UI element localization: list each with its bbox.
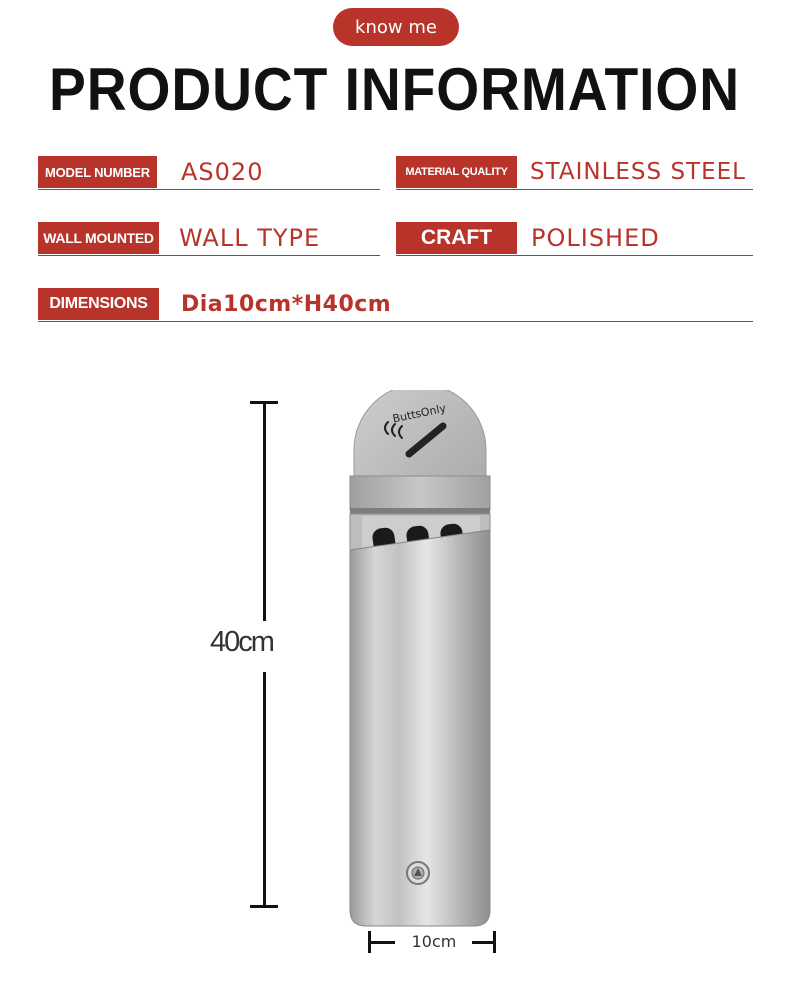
spec-label-dimensions: DIMENSIONS <box>38 288 159 320</box>
spec-row-wall-mounted <box>38 222 380 256</box>
spec-row-model <box>38 156 380 190</box>
hood <box>350 476 490 510</box>
spec-label-material: MATERIAL QUALITY <box>396 156 517 188</box>
spec-value-craft: POLISHED <box>531 224 660 252</box>
spec-value-dimensions: Dia10cm*H40cm <box>181 291 392 317</box>
ashtray-product-image <box>340 390 500 935</box>
height-dimension-bottom-cap <box>250 905 278 908</box>
height-dimension-line-upper <box>263 401 266 621</box>
spec-value-model: AS020 <box>181 158 264 186</box>
spec-label-craft: CRAFT <box>396 222 517 254</box>
width-dimension-line-left <box>368 941 395 944</box>
page-title: PRODUCT INFORMATION <box>48 56 741 123</box>
spec-label-model: MODEL NUMBER <box>38 156 157 188</box>
spec-row-craft <box>396 222 753 256</box>
height-dimension-line-lower <box>263 672 266 908</box>
know-me-badge: know me <box>333 8 459 46</box>
lock-icon <box>407 862 429 884</box>
spec-label-wall-mounted: WALL MOUNTED <box>38 222 159 254</box>
width-dimension-label: 10cm <box>411 932 457 951</box>
spec-row-material <box>396 156 753 190</box>
spec-value-wall-mounted: WALL TYPE <box>179 224 321 252</box>
height-dimension-label: 40cm <box>210 626 273 658</box>
hood-shadow <box>350 508 490 514</box>
spec-value-material: STAINLESS STEEL <box>530 159 746 185</box>
spec-row-dimensions <box>38 288 753 322</box>
lid-text: ButtsOnly <box>391 401 448 426</box>
